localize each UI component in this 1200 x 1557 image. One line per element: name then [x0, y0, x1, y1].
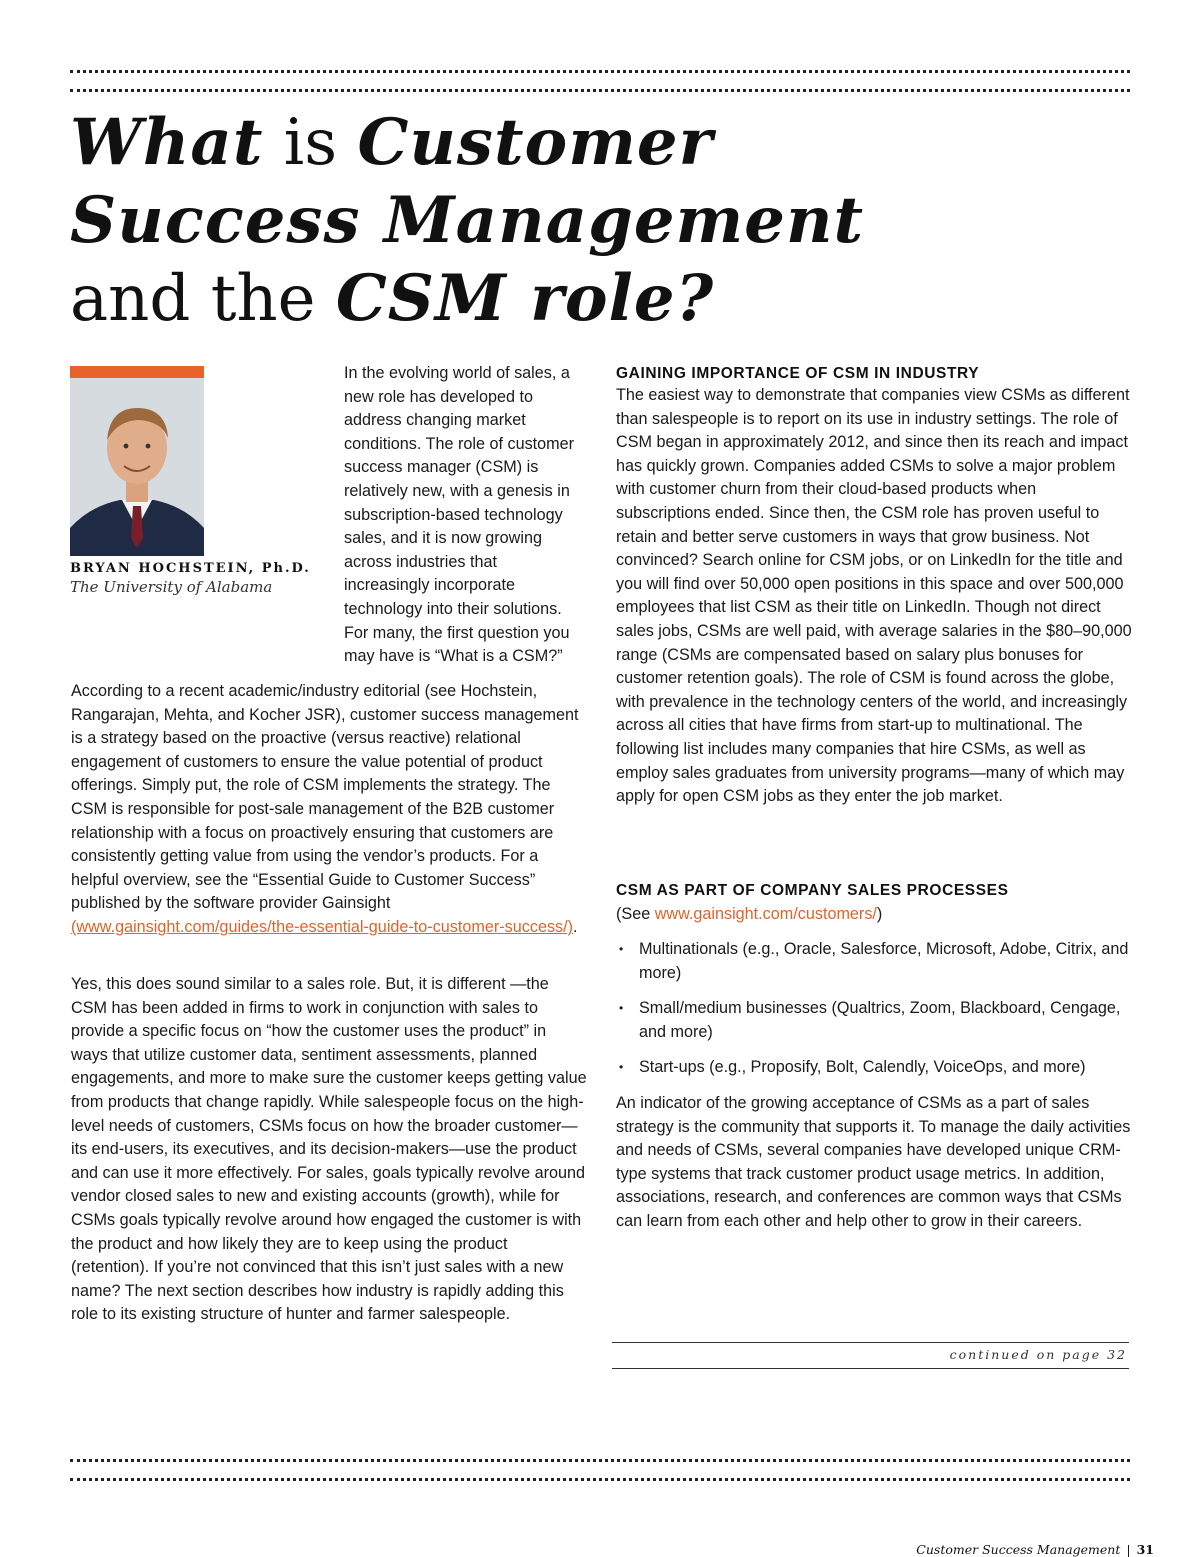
top-dotted-rule-2	[70, 89, 1130, 92]
author-photo	[70, 366, 204, 556]
community-paragraph: An indicator of the growing acceptance of CSMs as a part of sales strategy is the community that supports it. To manage the daily activities and needs of CSMs, several companies have developed unique CRM-type systems that track customer product usage metrics. In addition, associations, research, and conferences are common ways that CSMs can learn from each other and help other to grow in their careers.	[616, 1094, 1131, 1230]
gainsight-customers-link[interactable]: www.gainsight.com/customers/	[654, 905, 877, 923]
comparison-paragraph: Yes, this does sound similar to a sales role. But, it is different —the CSM has been added in firms to work in conjunction with sales to provide a specific focus on “how the customer uses the product” in ways that utilize customer data, sentiment assessments, planned engagements, and more to make sure the customer keeps getting value from products that change rapidly. While salespeople focus on the high-level needs of customers, CSMs focus on how the broader customer—its end-users, its executives, and its decision-makers—use the product and can use it more effectively. For sales, goals typically revolve around vendor closed sales to new and existing accounts (growth), while for CSMs goals typically revolve around how engaged the customer is with the product and how likely they are to keep using the product (retention). If you’re not convinced that this isn’t just sales with a new name? The next section describes how industry is rapidly adding this role to its existing structure of hunter and farmer salespeople.	[71, 975, 587, 1324]
top-dotted-rule-1	[70, 70, 1130, 73]
page-number: 31	[1136, 1542, 1154, 1557]
company-list	[616, 938, 1136, 1092]
section-heading-importance: GAINING IMPORTANCE OF CSM IN INDUSTRY	[616, 365, 980, 382]
list-item: • Multinationals (e.g., Oracle, Salesforce, Microsoft, Adobe, Citrix, and more)	[616, 938, 1136, 985]
definition-paragraph: According to a recent academic/industry editorial (see Hochstein, Rangarajan, Mehta, and Kocher JSR), customer success management is a strategy based on the proactive (versus reactive) relational engagement of customers to ensure the value potential of product offerings. Simply put, the role of CSM implements the strategy. The CSM is responsible for post-sale management of the B2B customer relationship with a focus on proactively ensuring that customers are consistently getting value from using the vendor’s products. For a helpful overview, see the “Essential Guide to Customer Success” published by the software provider Gainsight (www.gainsight.com/guides/the-essential-guide-to-customer-success/).	[71, 682, 579, 936]
intro-paragraph: In the evolving world of sales, a new role has developed to address changing market conditions. The role of customer success manager (CSM) is relatively new, with a genesis in subscription-based technology sales, and it is now growing across industries that increasingly incorporate technology into their solutions. For many, the first question you may have is “What is a CSM?”	[344, 364, 575, 666]
footer-title: Customer Success Management	[916, 1542, 1121, 1557]
photo-accent-bar	[70, 366, 204, 378]
section-heading-sales-processes: CSM AS PART OF COMPANY SALES PROCESSES	[616, 882, 1009, 899]
see-reference: (See www.gainsight.com/customers/)	[616, 905, 883, 923]
importance-paragraph: The easiest way to demonstrate that companies view CSMs as different than salespeople is to report on its use in industry settings. The role of CSM began in approximately 2012, and since then its reach and impact has quickly grown. Companies added CSMs to solve a major problem with customer churn from their cloud-based products when subscriptions ended. Since then, the CSM role has proven useful to retain and better serve customers in ways that grow business. Not convinced? Search online for CSM jobs, or on LinkedIn for the title and you will find over 50,000 open positions in this space and over 500,000 employees that list CSM as their title on LinkedIn. Though not direct sales jobs, CSMs are well paid, with average salaries in the $80–90,000 range (CSMs are compensated based on salary plus bonuses for customer retention goals). The role of CSM is found across the globe, with prevalence in the technology centers of the world, and increasingly across all cities that have firms from start-up to multinational. The following list includes many companies that hire CSMs, as well as employ sales graduates from university programs—many of which may apply for open CSM jobs as they enter the job market.	[616, 386, 1132, 806]
footer-separator: |	[1126, 1542, 1131, 1557]
continued-note: continued on page 32	[949, 1347, 1127, 1362]
page-footer	[916, 1542, 1154, 1557]
bottom-dotted-rule-1	[70, 1459, 1130, 1462]
author-name: BRYAN HOCHSTEIN, Ph.D.	[70, 561, 311, 576]
bottom-dotted-rule-2	[70, 1478, 1130, 1481]
gainsight-guide-link[interactable]: (www.gainsight.com/guides/the-essential-guide-to-customer-success/)	[71, 917, 574, 936]
continued-bottom-rule	[612, 1368, 1129, 1369]
list-item: • Small/medium businesses (Qualtrics, Zoom, Blackboard, Cengage, and more)	[616, 997, 1136, 1044]
author-portrait	[70, 378, 204, 556]
author-affiliation: The University of Alabama	[70, 578, 273, 596]
page-title: What is Customer Success Management and the CSM role?	[70, 105, 865, 336]
list-item: • Start-ups (e.g., Proposify, Bolt, Calendly, VoiceOps, and more)	[616, 1056, 1136, 1080]
continued-top-rule	[612, 1342, 1129, 1343]
